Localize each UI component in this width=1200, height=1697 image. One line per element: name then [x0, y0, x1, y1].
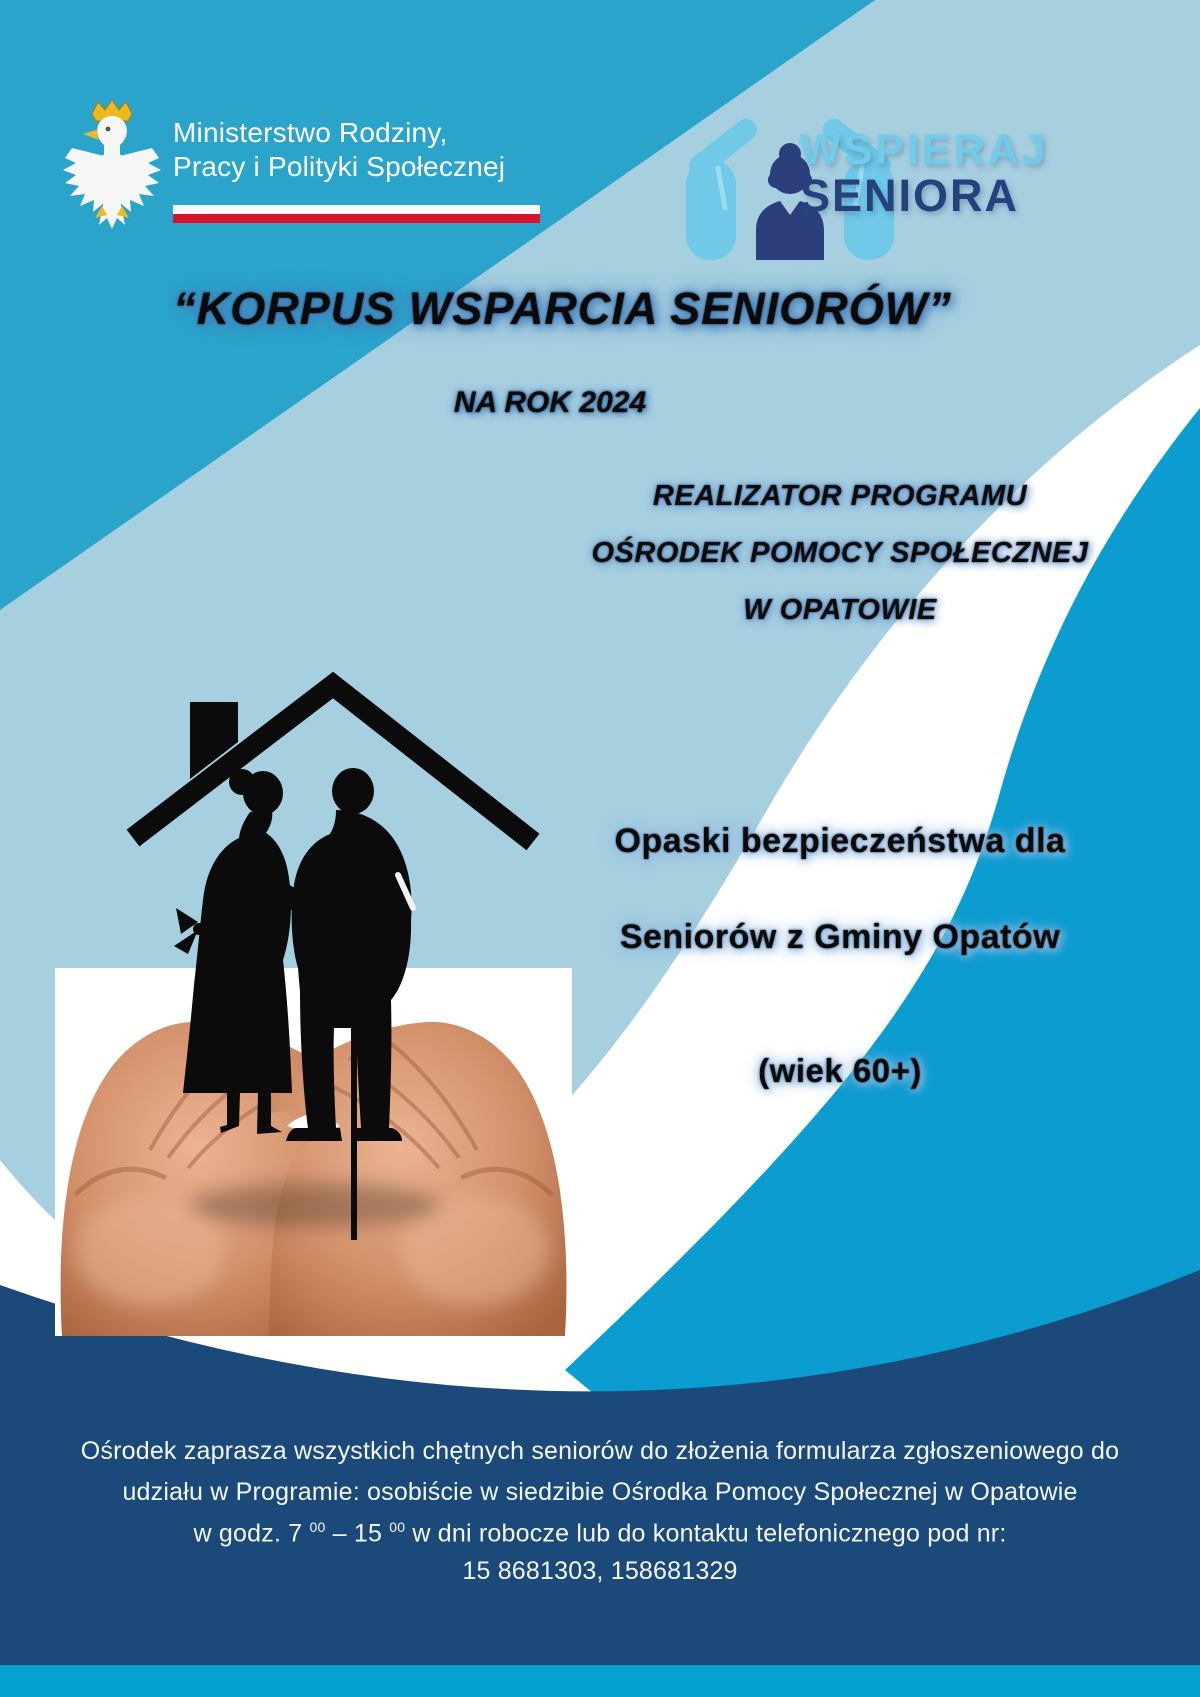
poster-subtitle: NA ROK 2024 — [453, 386, 647, 419]
background-bottom-strip — [0, 1665, 1200, 1697]
footer-line3-sup2: 00 — [389, 1519, 406, 1535]
ministry-name-line1: Ministerstwo Rodziny, — [173, 117, 448, 148]
footer-line3-sup1: 00 — [309, 1519, 326, 1535]
couple-shadow — [190, 1183, 440, 1227]
flag-white-bar — [173, 205, 540, 214]
footer-line3 — [20, 1519, 1180, 1548]
realizator-line2: OŚRODEK POMOCY SPOŁECZNEJ — [591, 537, 1089, 569]
program-logo-line1: WSPIERAJ — [800, 126, 1049, 174]
offer-line1: Opaski bezpieczeństwa dla — [614, 822, 1066, 860]
flag-red-bar — [173, 214, 540, 223]
realizator-line3: W OPATOWIE — [743, 594, 937, 626]
program-logo-line2: SENIORA — [800, 170, 1020, 221]
ministry-name-line2: Pracy i Polityki Społecznej — [173, 151, 506, 182]
offer-line3: (wiek 60+) — [758, 1052, 922, 1089]
poland-flag-stripe — [173, 205, 540, 223]
footer-line4: 15 8681303, 158681329 — [462, 1557, 738, 1585]
footer-line2: udziału w Programie: osobiście w siedzibie Ośrodka Pomocy Społecznej w Opatowie — [122, 1478, 1078, 1506]
footer-line1: Ośrodek zaprasza wszystkich chętnych seniorów do złożenia formularza zgłoszeniowego do — [80, 1437, 1120, 1465]
poster-title: “KORPUS WSPARCIA SENIORÓW” — [173, 283, 952, 334]
footer-line3-mid: – 15 — [325, 1519, 390, 1548]
offer-line2: Seniorów z Gminy Opatów — [619, 918, 1061, 956]
footer-line3-post: w dni robocze lub do kontaktu telefonicznego pod nr: — [405, 1519, 1007, 1548]
footer-line3-pre: w godz. 7 — [193, 1519, 310, 1548]
realizator-line1: REALIZATOR PROGRAMU — [652, 480, 1028, 512]
